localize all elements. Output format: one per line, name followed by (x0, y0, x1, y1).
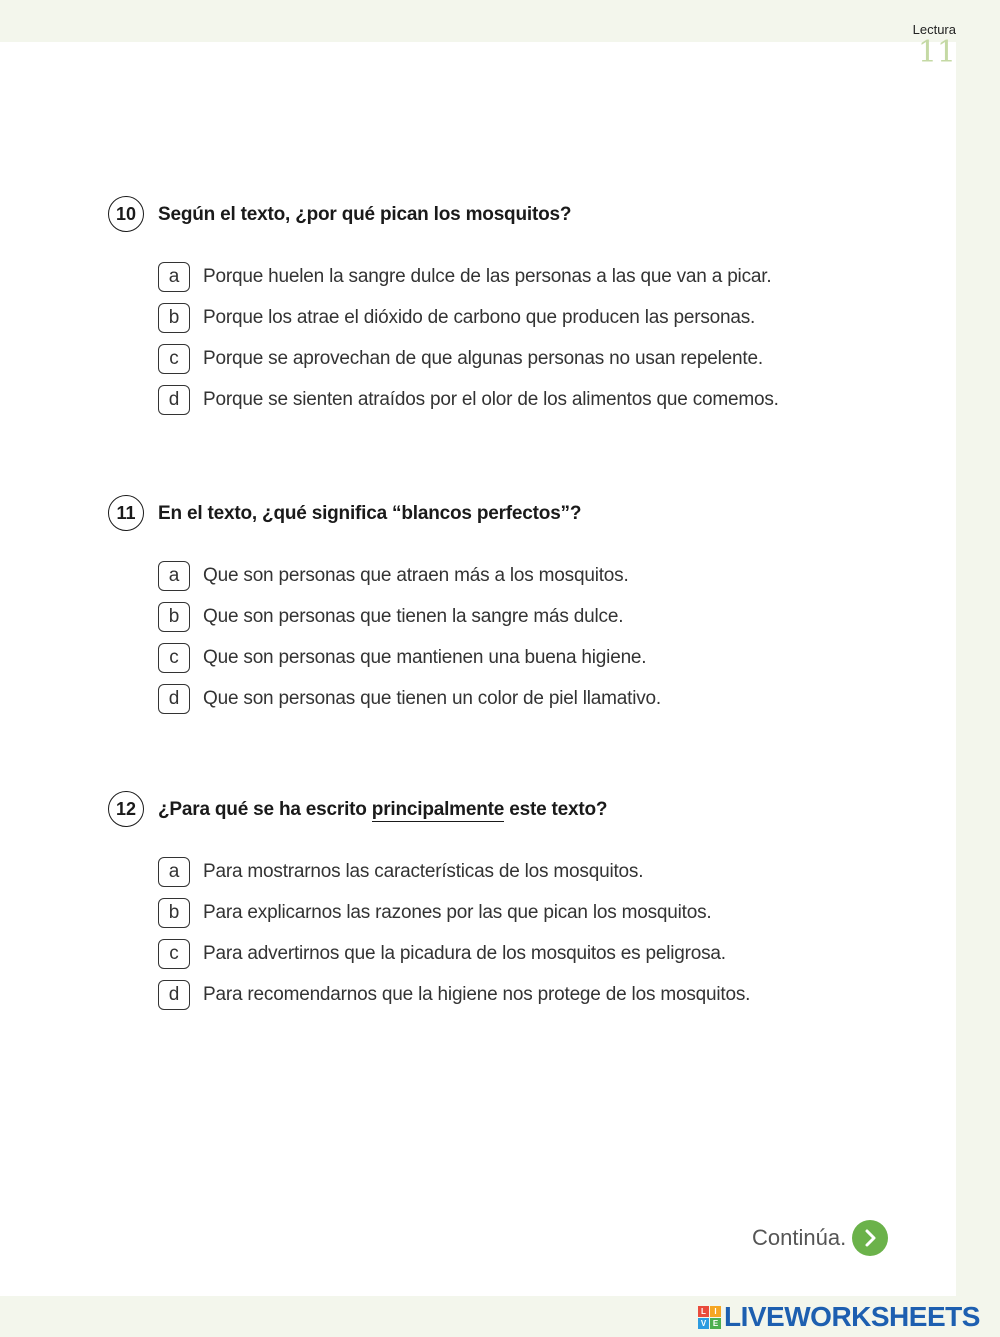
option-letter-box[interactable]: a (158, 857, 190, 887)
chevron-right-icon[interactable] (852, 1220, 888, 1256)
option-letter-box[interactable]: c (158, 939, 190, 969)
option-letter-box[interactable]: b (158, 303, 190, 333)
continue-button[interactable] (752, 1220, 888, 1256)
section-number: 11 (917, 35, 956, 70)
question-text: Según el texto, ¿por qué pican los mosquitos? (158, 204, 572, 225)
question-number-badge: 11 (108, 495, 144, 531)
option-letter-box[interactable]: d (158, 385, 190, 415)
logo-square: L (698, 1306, 709, 1317)
logo-text: LIVEWORKSHEETS (724, 1301, 980, 1332)
option-letter-box[interactable]: c (158, 344, 190, 374)
top-band (0, 0, 1000, 42)
option-text: Para recomendarnos que la higiene nos protege de los mosquitos. (203, 984, 751, 1005)
logo-square: E (710, 1318, 721, 1329)
option-letter-box[interactable]: a (158, 561, 190, 591)
logo-square: V (698, 1318, 709, 1329)
section-label: Lectura (912, 22, 956, 37)
option-text: Porque huelen la sangre dulce de las personas a las que van a picar. (203, 266, 772, 287)
option-text: Para advertirnos que la picadura de los mosquitos es peligrosa. (203, 943, 726, 964)
option-text: Que son personas que tienen un color de piel llamativo. (203, 688, 661, 709)
option-text: Porque se aprovechan de que algunas personas no usan repelente. (203, 348, 763, 369)
option-letter-box[interactable]: d (158, 980, 190, 1010)
option-text: Para explicarnos las razones por las que pican los mosquitos. (203, 902, 712, 923)
option-letter-box[interactable]: b (158, 602, 190, 632)
question-text-start: ¿Para qué se ha escrito (158, 799, 372, 820)
option-text: Porque los atrae el dióxido de carbono que producen las personas. (203, 307, 756, 328)
option-letter-box[interactable]: c (158, 643, 190, 673)
option-text: Que son personas que tienen la sangre más dulce. (203, 606, 624, 627)
option-text: Porque se sienten atraídos por el olor de los alimentos que comemos. (203, 389, 779, 410)
option-text: Para mostrarnos las características de los mosquitos. (203, 861, 644, 882)
option-text: Que son personas que atraen más a los mosquitos. (203, 565, 629, 586)
option-letter-box[interactable]: a (158, 262, 190, 292)
question-text: En el texto, ¿qué significa “blancos perfectos”? (158, 503, 582, 524)
underlined-keyword: principalmente (371, 799, 505, 820)
logo-mark-icon (698, 1306, 721, 1329)
right-margin-band (956, 0, 1000, 1337)
question-number-badge: 10 (108, 196, 144, 232)
liveworksheets-logo (698, 1302, 980, 1332)
question-text-end: este texto? (504, 799, 608, 820)
continue-label: Continúa. (752, 1225, 847, 1250)
option-letter-box[interactable]: b (158, 898, 190, 928)
logo-square: I (710, 1306, 721, 1317)
option-letter-box[interactable]: d (158, 684, 190, 714)
question-number-badge: 12 (108, 791, 144, 827)
question-text (158, 799, 607, 821)
option-text: Que son personas que mantienen una buena higiene. (203, 647, 647, 668)
